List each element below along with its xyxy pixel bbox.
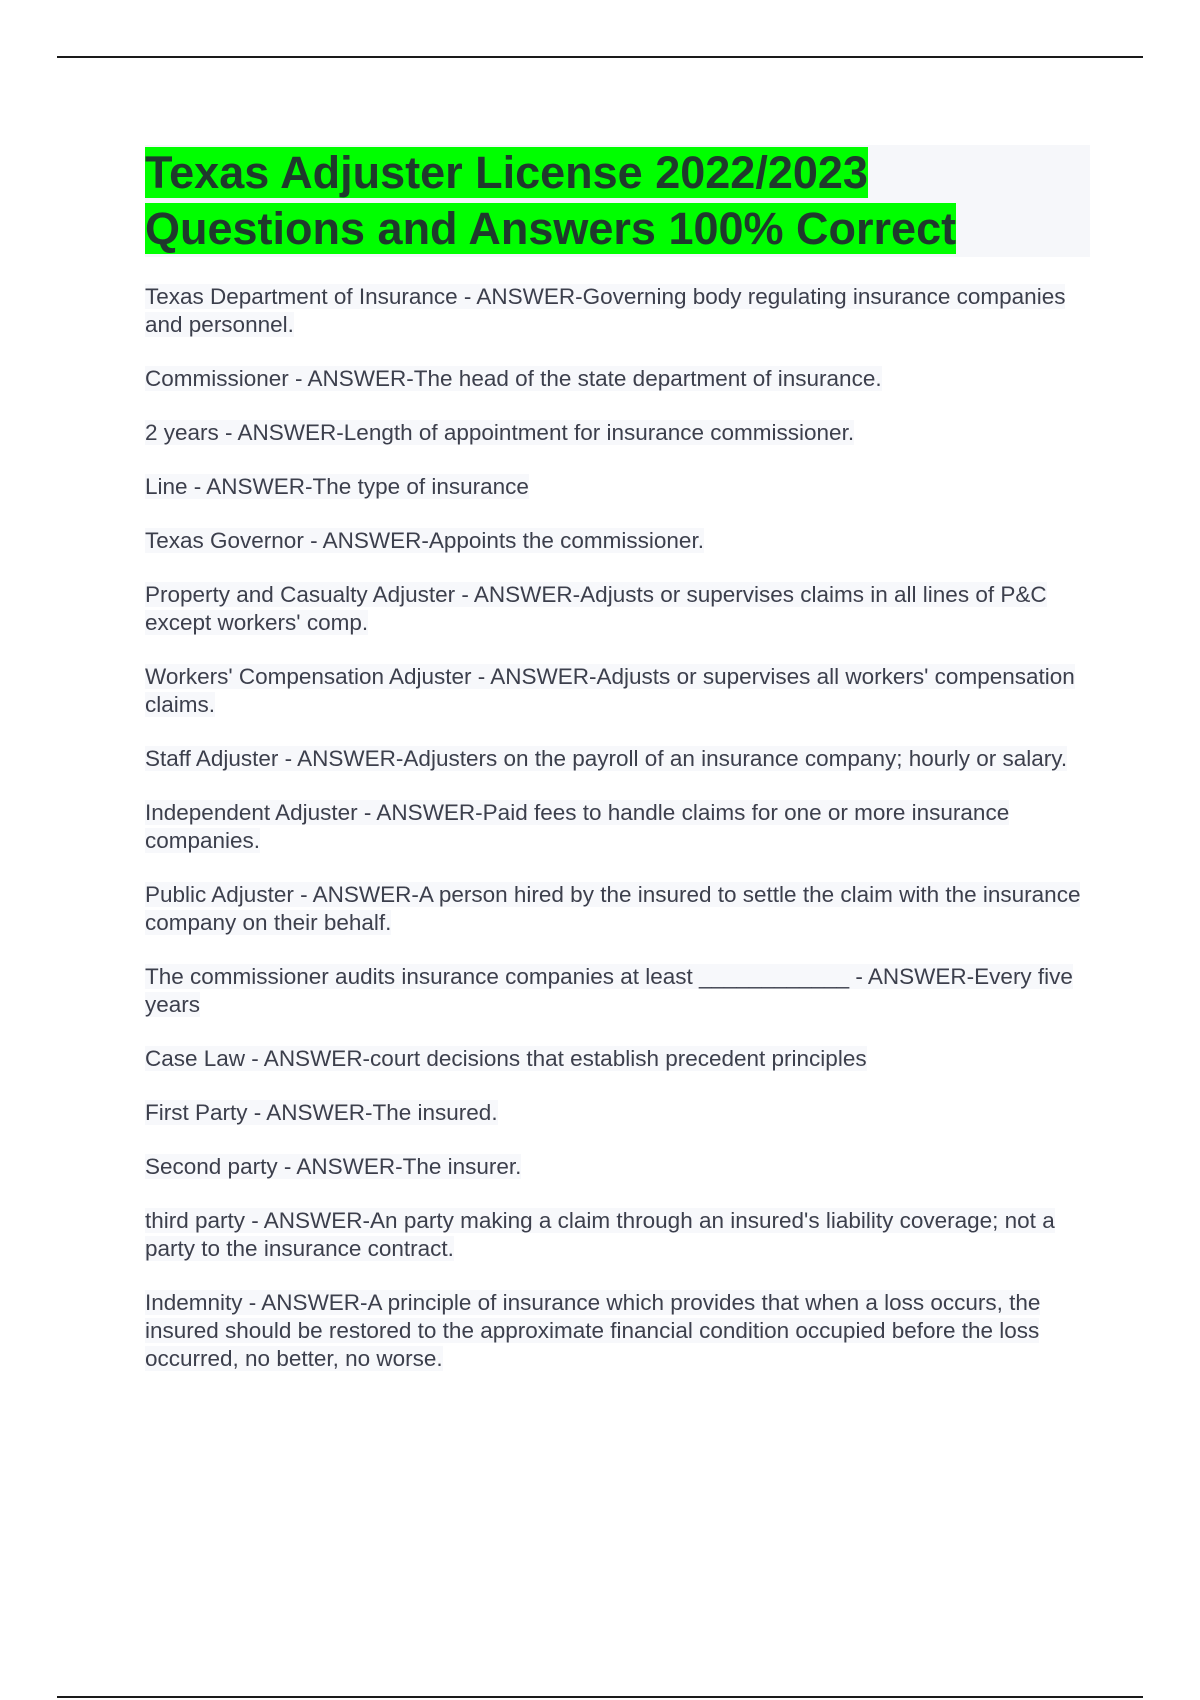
qa-list (145, 283, 1090, 1373)
qa-item (145, 1289, 1090, 1373)
qa-text: Texas Governor - ANSWER-Appoints the commissioner. (145, 528, 704, 553)
document-title (145, 145, 1090, 257)
qa-item (145, 963, 1090, 1019)
qa-item (145, 1153, 1090, 1181)
qa-text: Texas Department of Insurance - ANSWER-Governing body regulating insurance companies and personnel. (145, 284, 1066, 337)
title-line-1: Texas Adjuster License 2022/2023 (145, 147, 868, 198)
qa-item (145, 881, 1090, 937)
document-body (145, 145, 1090, 1399)
qa-text: Public Adjuster - ANSWER-A person hired by the insured to settle the claim with the insurance company on their behalf. (145, 882, 1081, 935)
qa-item (145, 799, 1090, 855)
bottom-rule (57, 1696, 1143, 1698)
qa-text: Property and Casualty Adjuster - ANSWER-Adjusts or supervises claims in all lines of P&C except workers' comp. (145, 582, 1047, 635)
title-block (145, 145, 1090, 257)
qa-text: Commissioner - ANSWER-The head of the state department of insurance. (145, 366, 882, 391)
qa-item (145, 473, 1090, 501)
qa-item (145, 527, 1090, 555)
qa-text: Workers' Compensation Adjuster - ANSWER-Adjusts or supervises all workers' compensation claims. (145, 664, 1075, 717)
qa-text: Second party - ANSWER-The insurer. (145, 1154, 522, 1179)
qa-item (145, 581, 1090, 637)
qa-text: third party - ANSWER-An party making a claim through an insured's liability coverage; not a party to the insurance contract. (145, 1208, 1055, 1261)
qa-text: 2 years - ANSWER-Length of appointment for insurance commissioner. (145, 420, 855, 445)
qa-item (145, 1045, 1090, 1073)
top-rule (57, 56, 1143, 58)
title-line-2: Questions and Answers 100% Correct (145, 203, 957, 254)
qa-item (145, 365, 1090, 393)
qa-text: Staff Adjuster - ANSWER-Adjusters on the payroll of an insurance company; hourly or salary. (145, 746, 1068, 771)
qa-text: Case Law - ANSWER-court decisions that establish precedent principles (145, 1046, 867, 1071)
qa-text: Line - ANSWER-The type of insurance (145, 474, 529, 499)
qa-text: The commissioner audits insurance companies at least ____________ - ANSWER-Every five years (145, 964, 1073, 1017)
qa-text: Independent Adjuster - ANSWER-Paid fees to handle claims for one or more insurance companies. (145, 800, 1010, 853)
qa-text: First Party - ANSWER-The insured. (145, 1100, 498, 1125)
qa-item (145, 1099, 1090, 1127)
qa-item (145, 663, 1090, 719)
qa-item (145, 283, 1090, 339)
qa-item (145, 1207, 1090, 1263)
qa-item (145, 745, 1090, 773)
qa-text: Indemnity - ANSWER-A principle of insurance which provides that when a loss occurs, the insured should be restored to the approximate financial condition occupied before the loss occurred, no better, no worse. (145, 1290, 1041, 1371)
qa-item (145, 419, 1090, 447)
